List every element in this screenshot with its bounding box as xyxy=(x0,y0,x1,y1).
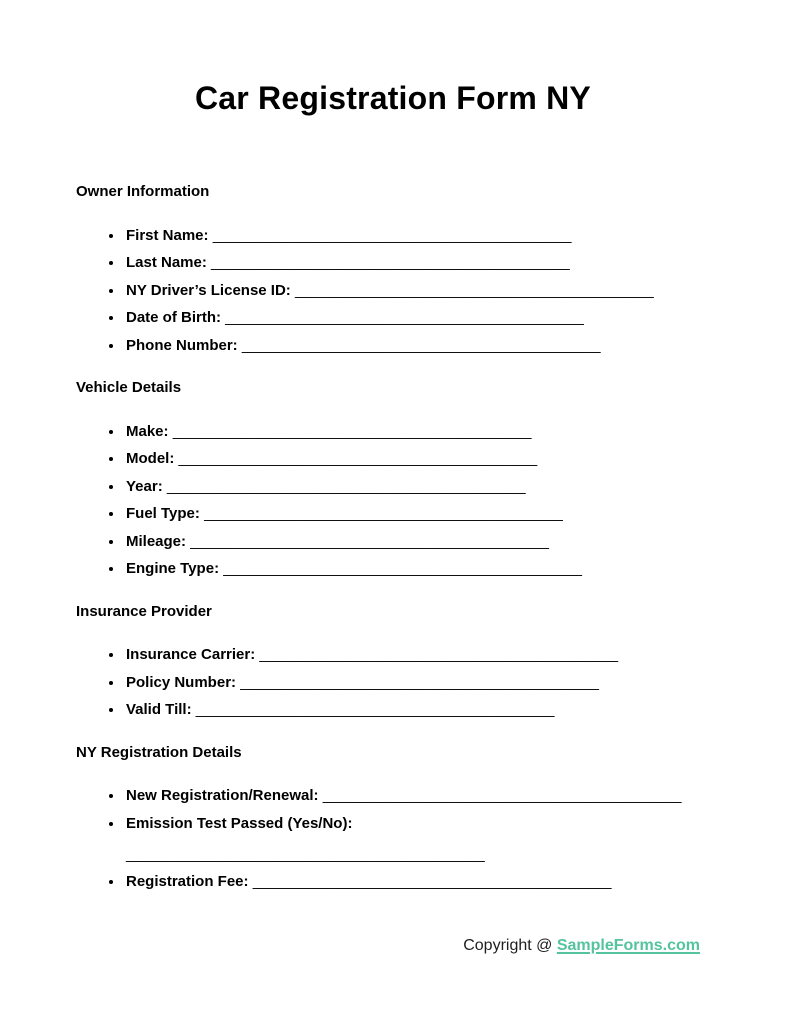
sampleforms-link[interactable]: SampleForms.com xyxy=(556,937,700,954)
field-label-mileage: Mileage: xyxy=(126,532,187,550)
field-blank-line-first-name: ___________________________________________ xyxy=(212,226,572,244)
field-label-insurance-carrier: Insurance Carrier: xyxy=(126,646,256,663)
field-blank-line-model: ___________________________________________ xyxy=(178,450,538,467)
field-blank-line-fuel-type: ___________________________________________ xyxy=(204,505,563,522)
field-row-model xyxy=(124,450,710,467)
field-label-valid-till: Valid Till: xyxy=(126,701,192,718)
field-blank-line-insurance-carrier: ___________________________________________ xyxy=(259,646,619,663)
section-vehicle-details xyxy=(76,378,710,577)
field-label-engine-type: Engine Type: xyxy=(126,560,220,577)
section-ny-registration-details xyxy=(76,743,710,891)
field-label-new-registration-renewal: New Registration/Renewal: xyxy=(126,787,319,804)
field-label-emission-test-passed: Emission Test Passed (Yes/No): xyxy=(126,814,353,832)
page-title: Car Registration Form NY xyxy=(195,80,591,116)
field-blank-line-mileage: ___________________________________________ xyxy=(190,532,549,550)
field-row-insurance-carrier xyxy=(124,646,710,663)
vehicle-details-field-list xyxy=(76,423,710,578)
field-label-registration-fee: Registration Fee: xyxy=(126,873,249,890)
field-blank-line-ny-drivers-license-id: ___________________________________________ xyxy=(294,281,654,299)
field-blank-line-emission-test-passed: ___________________________________________ xyxy=(126,845,485,863)
field-row-policy-number xyxy=(124,674,710,691)
section-insurance-provider xyxy=(76,602,710,719)
field-blank-line-new-registration-renewal: ___________________________________________ xyxy=(322,787,682,804)
ny-registration-details-field-list xyxy=(76,787,710,890)
field-blank-line-last-name: ___________________________________________ xyxy=(211,254,570,271)
field-label-year: Year: xyxy=(126,477,163,495)
field-label-ny-drivers-license-id: NY Driver’s License ID: xyxy=(126,281,291,299)
field-label-make: Make: xyxy=(126,422,169,440)
section-heading-vehicle-details: Vehicle Details xyxy=(76,379,182,396)
field-blank-line-policy-number: ___________________________________________ xyxy=(240,673,599,691)
field-blank-line-phone-number: ___________________________________________ xyxy=(241,336,601,354)
field-label-model: Model: xyxy=(126,450,175,467)
insurance-provider-field-list xyxy=(76,646,710,718)
field-blank-line-year: ___________________________________________ xyxy=(166,477,526,495)
field-row-year xyxy=(124,478,710,495)
section-owner-information xyxy=(76,182,710,354)
field-row-mileage xyxy=(124,533,710,550)
copyright-text: Copyright @ xyxy=(463,937,553,954)
field-row-make xyxy=(124,423,710,440)
section-heading-insurance-provider: Insurance Provider xyxy=(76,602,212,620)
field-label-first-name: First Name: xyxy=(126,226,209,244)
field-blank-line-engine-type: ___________________________________________ xyxy=(223,560,582,577)
section-heading-owner-information: Owner Information xyxy=(76,183,210,200)
field-row-phone-number xyxy=(124,337,710,354)
field-blank-line-make: ___________________________________________ xyxy=(172,422,532,440)
field-row-last-name xyxy=(124,254,710,271)
section-heading-ny-registration-details: NY Registration Details xyxy=(76,743,242,761)
owner-information-field-list xyxy=(76,227,710,354)
field-label-date-of-birth: Date of Birth: xyxy=(126,309,221,326)
field-row-emission-test-passed xyxy=(124,815,710,863)
field-label-policy-number: Policy Number: xyxy=(126,673,237,691)
field-row-valid-till xyxy=(124,701,710,718)
field-row-first-name xyxy=(124,227,710,244)
field-blank-line-date-of-birth: ___________________________________________ xyxy=(225,309,584,326)
field-label-phone-number: Phone Number: xyxy=(126,336,238,354)
field-label-last-name: Last Name: xyxy=(126,254,207,271)
field-label-fuel-type: Fuel Type: xyxy=(126,505,200,522)
field-blank-line-valid-till: ___________________________________________ xyxy=(195,701,555,718)
field-row-registration-fee xyxy=(124,873,710,890)
field-row-ny-drivers-license-id xyxy=(124,282,710,299)
field-row-new-registration-renewal xyxy=(124,787,710,804)
field-row-fuel-type xyxy=(124,505,710,522)
field-row-engine-type xyxy=(124,560,710,577)
field-blank-line-registration-fee: ___________________________________________ xyxy=(252,873,612,890)
field-row-date-of-birth xyxy=(124,309,710,326)
footer xyxy=(76,935,710,957)
